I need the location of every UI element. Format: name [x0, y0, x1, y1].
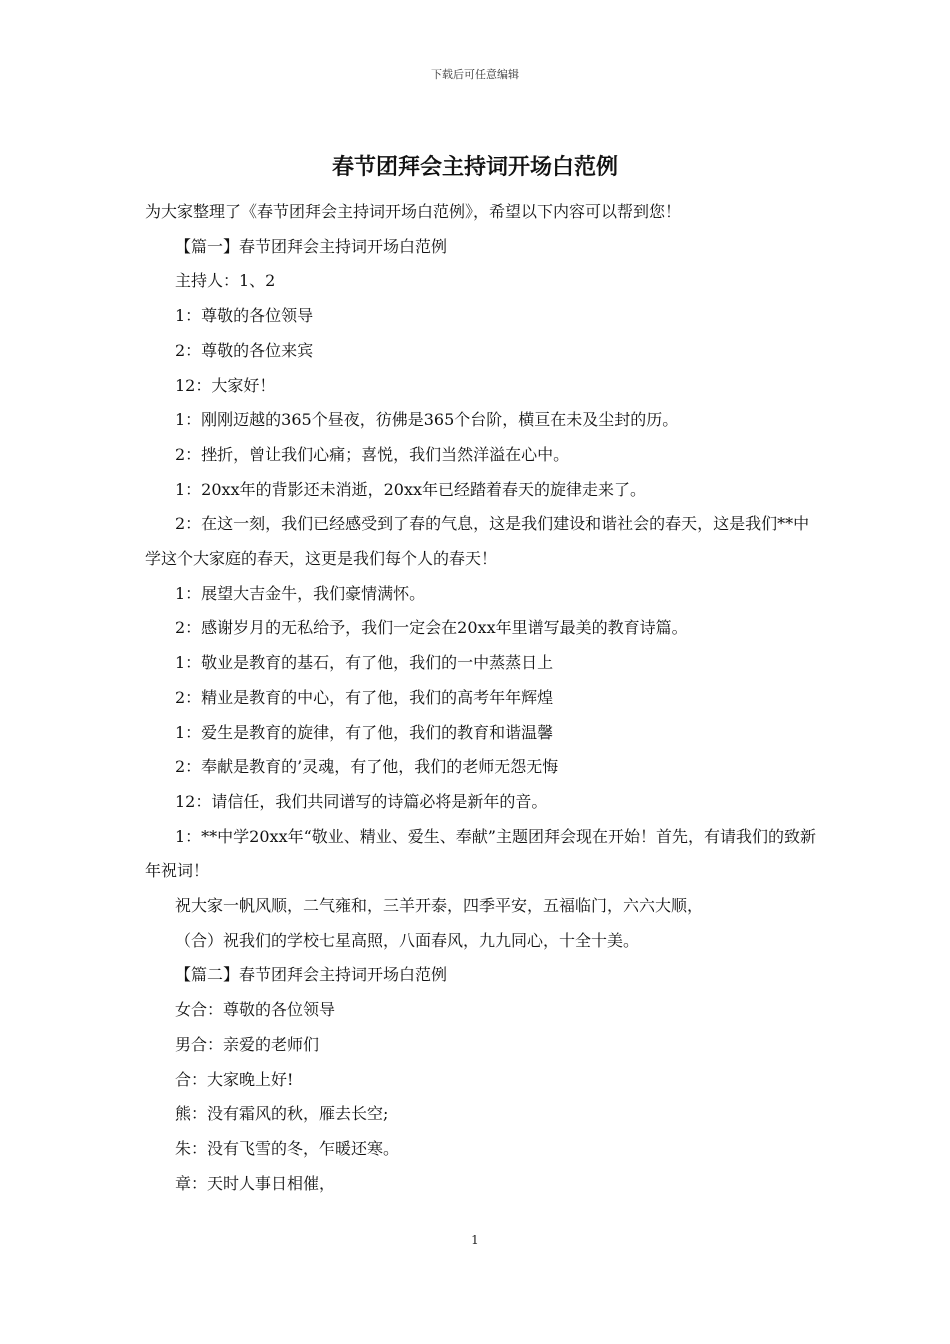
- body-paragraph: 为大家整理了《春节团拜会主持词开场白范例》，希望以下内容可以帮到您！: [145, 202, 682, 221]
- body-paragraph: 1：敬业是教育的基石，有了他，我们的一中蒸蒸日上: [175, 653, 554, 673]
- body-paragraph: 2：奉献是教育的’灵魂，有了他，我们的老师无怨无悔: [175, 757, 559, 777]
- body-paragraph: 2：尊敬的各位来宾: [175, 340, 314, 360]
- body-paragraph: 2：在这一刻，我们已经感受到了春的气息，这是我们建设和谐社会的春天，这是我们**中学这个大家庭的春天，这更是我们每个人的春天！: [145, 514, 810, 569]
- body-paragraph: 男合：亲爱的老师们: [175, 1034, 320, 1054]
- body-paragraph: 1：爱生是教育的旋律，有了他，我们的教育和谐温馨: [175, 722, 554, 742]
- body-paragraph: 朱：没有飞雪的冬，乍暖还寒。: [175, 1138, 400, 1158]
- body-paragraph: 1：20xx年的背影还未消逝，20xx年已经踏着春天的旋律走来了。: [175, 479, 646, 499]
- body-paragraph: 2：精业是教育的中心，有了他，我们的高考年年辉煌: [175, 687, 554, 707]
- body-paragraph: 2：感谢岁月的无私给予，我们一定会在20xx年里谱写最美的教育诗篇。: [175, 618, 688, 638]
- body-paragraph: 【篇一】春节团拜会主持词开场白范例: [175, 236, 448, 256]
- page-number: 1: [471, 1233, 479, 1247]
- body-paragraph: 2：挫折，曾让我们心痛；喜悦，我们当然洋溢在心中。: [175, 444, 570, 464]
- body-paragraph: 12：请信任，我们共同谱写的诗篇必将是新年的音。: [175, 791, 548, 811]
- body-paragraph: 熊：没有霜风的秋，雁去长空;: [175, 1104, 389, 1124]
- body-paragraph: 祝大家一帆风顺，二气雍和，三羊开泰，四季平安，五福临门，六六大顺，: [175, 896, 704, 916]
- document-title: 春节团拜会主持词开场白范例: [331, 155, 618, 180]
- body-paragraph: 1：刚刚迈越的365个昼夜，彷佛是365个台阶，横亘在未及尘封的历。: [175, 410, 679, 430]
- body-paragraph: 1：**中学20xx年“敬业、精业、爱生、奉献”主题团拜会现在开始！首先，有请我们的致新年祝词！: [145, 826, 816, 881]
- body-paragraph: 1：展望大吉金牛，我们豪情满怀。: [175, 583, 426, 603]
- body-paragraph: （合）祝我们的学校七星高照，八面春风，九九同心，十全十美。: [175, 930, 640, 950]
- body-paragraph: 主持人：1、2: [175, 271, 276, 291]
- page-header-note: 下载后可任意编辑: [431, 68, 519, 81]
- body-paragraph: 章：天时人事日相催，: [175, 1173, 336, 1193]
- body-paragraph: 【篇二】春节团拜会主持词开场白范例: [175, 965, 448, 985]
- body-paragraph: 12：大家好！: [175, 375, 276, 395]
- body-paragraph: 1：尊敬的各位领导: [175, 306, 314, 326]
- document-body: [145, 195, 825, 1201]
- body-paragraph: 合：大家晚上好!: [175, 1069, 294, 1089]
- body-paragraph: 女合：尊敬的各位领导: [175, 1000, 336, 1020]
